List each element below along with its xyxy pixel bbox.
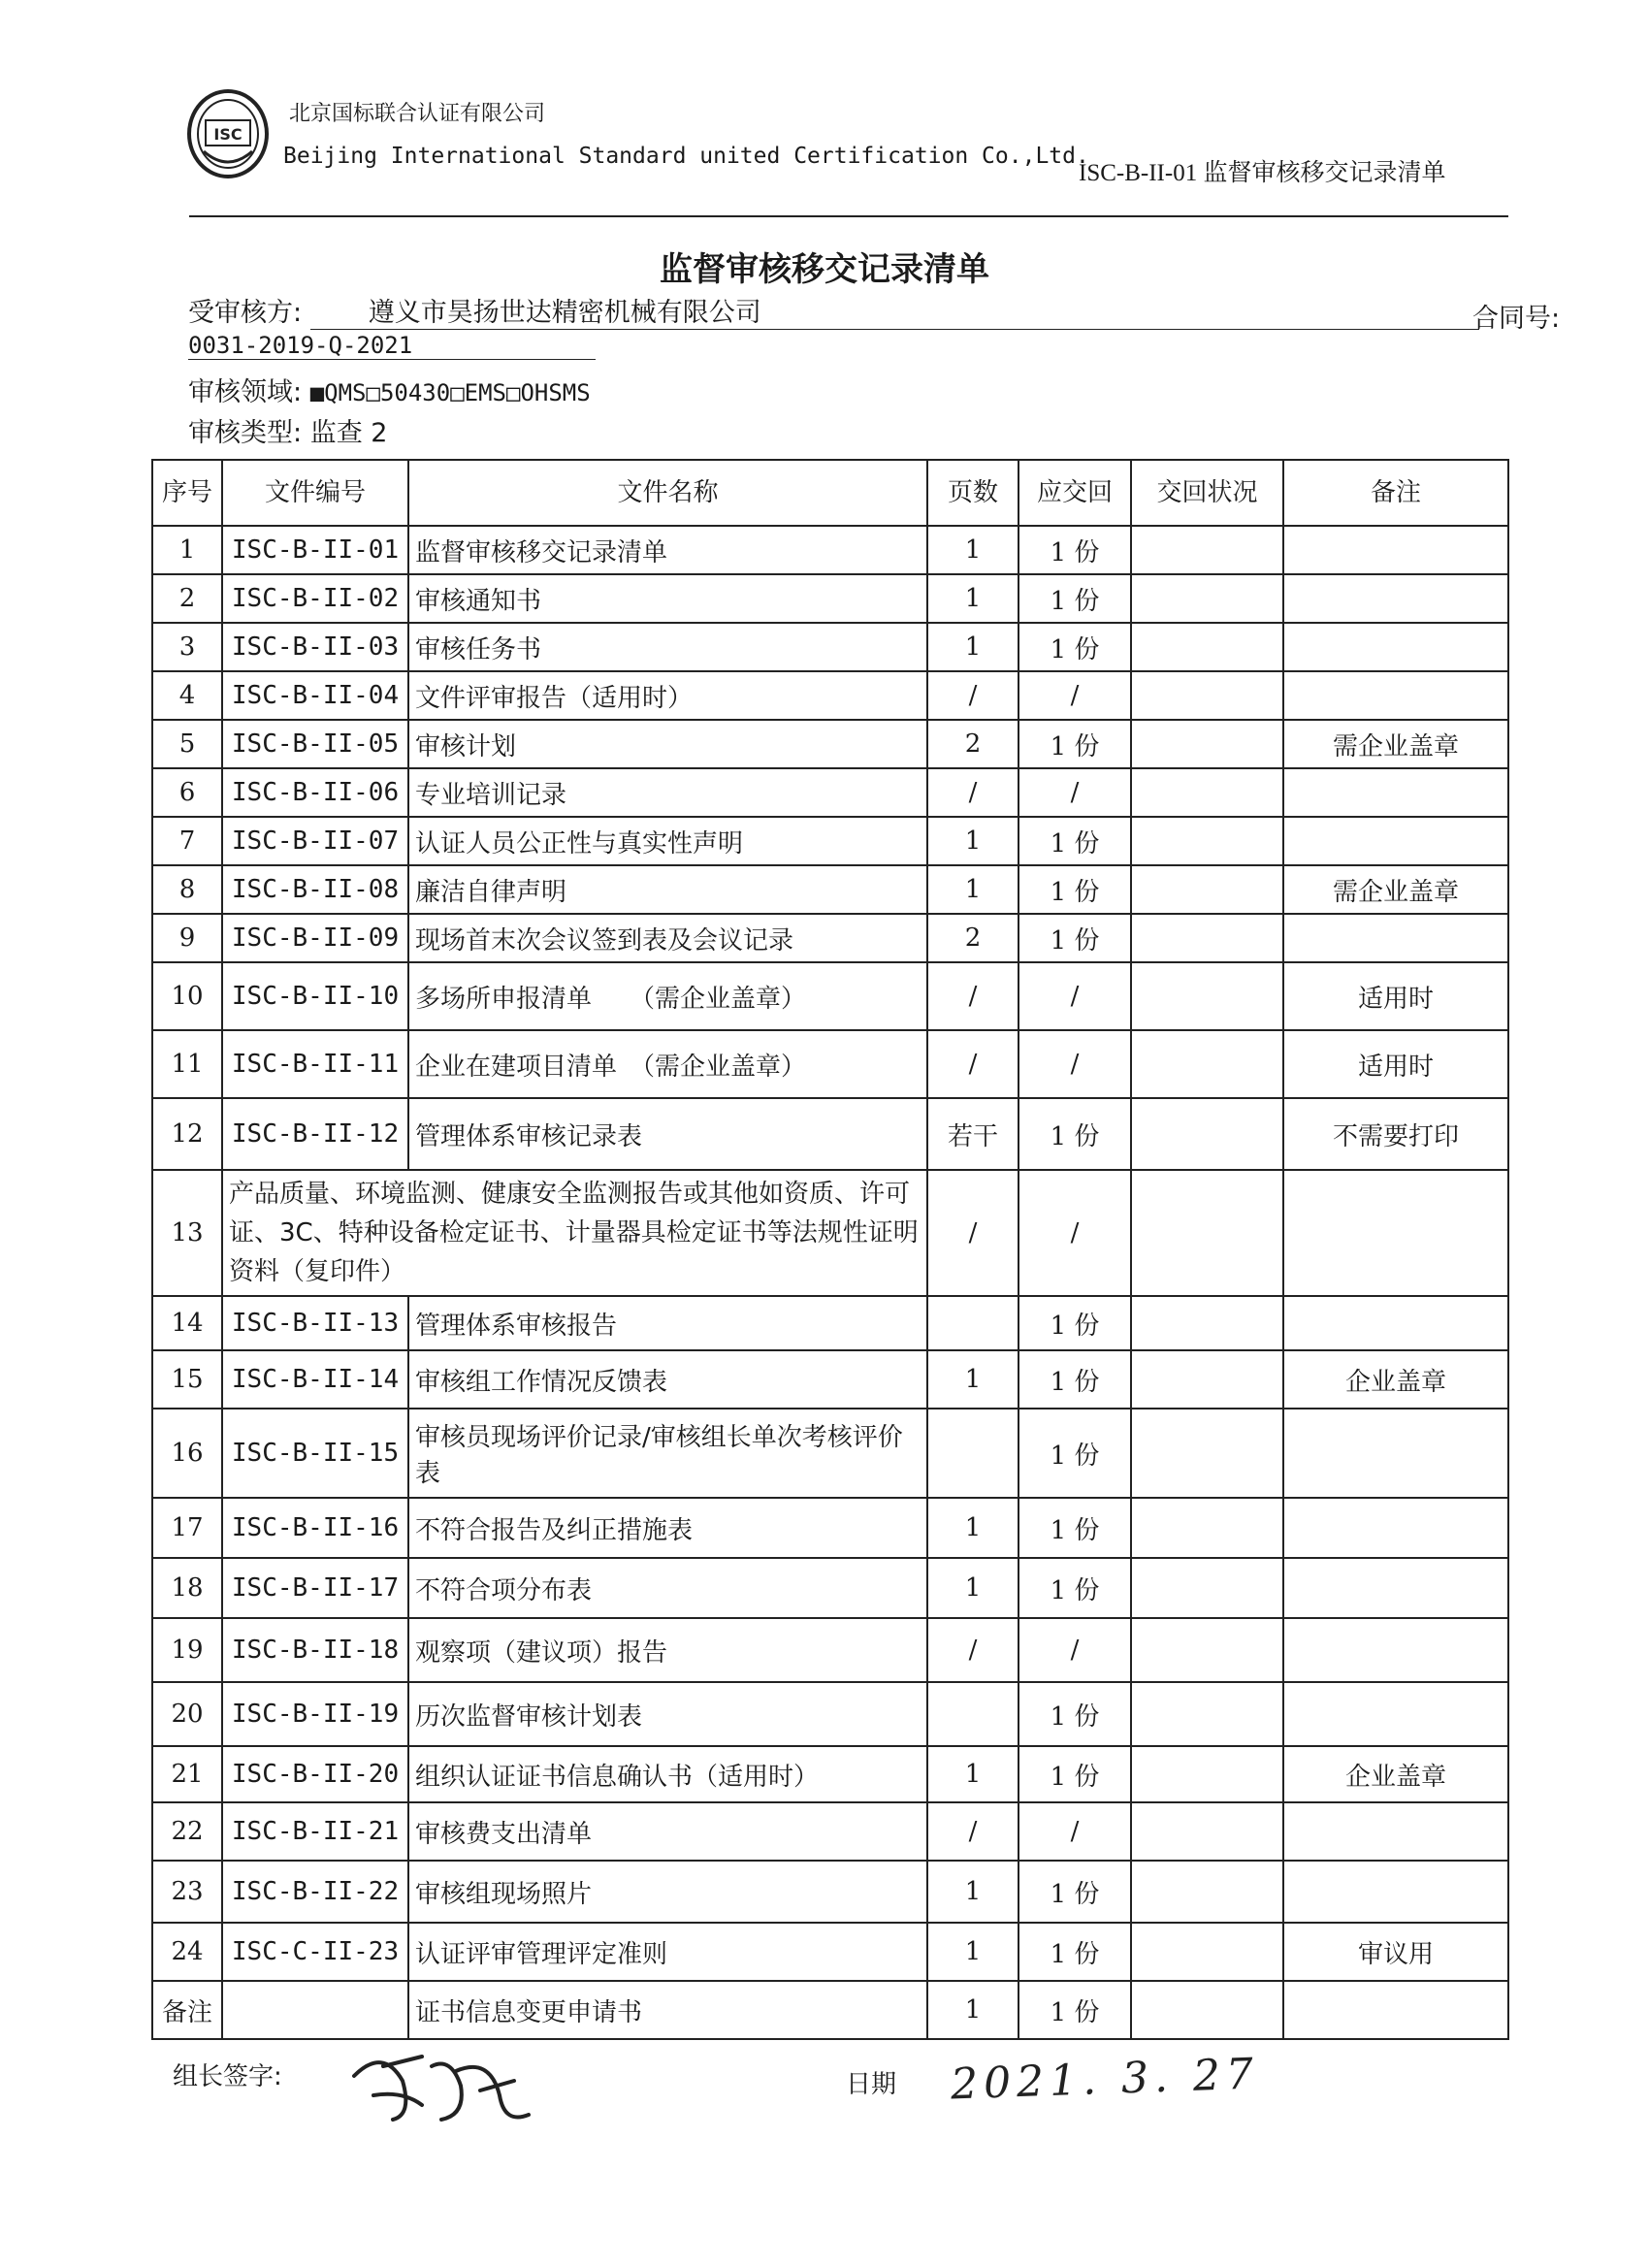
cell-name: 企业在建项目清单 （需企业盖章） <box>408 1030 927 1098</box>
header-seq: 序号 <box>152 460 222 526</box>
cell-pages: 1 <box>927 623 1018 671</box>
cell-remark <box>1283 914 1508 962</box>
cell-remark: 需企业盖章 <box>1283 720 1508 768</box>
cell-pages: 2 <box>927 914 1018 962</box>
table-row <box>152 914 1508 962</box>
cell-status <box>1131 1350 1283 1409</box>
cell-status <box>1131 720 1283 768</box>
cell-remark: 企业盖章 <box>1283 1350 1508 1409</box>
cell-copies: 1 份 <box>1018 914 1131 962</box>
cell-status <box>1131 623 1283 671</box>
cell-pages: / <box>927 768 1018 817</box>
cell-pages: 1 <box>927 1981 1018 2039</box>
cell-status <box>1131 1498 1283 1558</box>
cell-seq: 8 <box>152 865 222 914</box>
table-header-row <box>152 460 1508 526</box>
cell-remark <box>1283 1170 1508 1296</box>
table-row <box>152 1981 1508 2039</box>
cell-code: ISC-B-II-06 <box>222 768 408 817</box>
cell-status <box>1131 1981 1283 2039</box>
cell-copies: 1 份 <box>1018 1682 1131 1746</box>
cell-remark <box>1283 574 1508 623</box>
cell-name: 审核任务书 <box>408 623 927 671</box>
cell-remark: 企业盖章 <box>1283 1746 1508 1802</box>
cell-code: ISC-B-II-12 <box>222 1098 408 1170</box>
cell-pages: 1 <box>927 1923 1018 1981</box>
table-row <box>152 1682 1508 1746</box>
cell-pages: 2 <box>927 720 1018 768</box>
audit-domain-value: ■QMS□50430□EMS□OHSMS <box>309 379 591 406</box>
cell-status <box>1131 1030 1283 1098</box>
date-label: 日期 <box>846 2070 897 2099</box>
audit-domain-label: 审核领域: <box>188 377 303 407</box>
svg-text:ISC: ISC <box>213 125 242 144</box>
cell-pages: 1 <box>927 1558 1018 1618</box>
cell-copies: / <box>1018 962 1131 1030</box>
cell-seq: 24 <box>152 1923 222 1981</box>
isc-logo <box>184 83 272 180</box>
header-code: 文件编号 <box>222 460 408 526</box>
table-row <box>152 1618 1508 1682</box>
handwritten-signature <box>344 2037 538 2134</box>
cell-status <box>1131 526 1283 574</box>
cell-name: 认证评审管理评定准则 <box>408 1923 927 1981</box>
cell-seq: 23 <box>152 1861 222 1923</box>
cell-copies: / <box>1018 768 1131 817</box>
cell-seq: 6 <box>152 768 222 817</box>
cell-seq: 5 <box>152 720 222 768</box>
header-remark: 备注 <box>1283 460 1508 526</box>
cell-code: ISC-B-II-01 <box>222 526 408 574</box>
cell-name: 不符合项分布表 <box>408 1558 927 1618</box>
cell-remark <box>1283 1802 1508 1861</box>
cell-pages: / <box>927 1030 1018 1098</box>
cell-pages <box>927 1296 1018 1350</box>
cell-status <box>1131 671 1283 720</box>
cell-copies: 1 份 <box>1018 526 1131 574</box>
cell-name: 审核组工作情况反馈表 <box>408 1350 927 1409</box>
cell-pages: / <box>927 1170 1018 1296</box>
cell-remark <box>1283 671 1508 720</box>
cell-code: ISC-B-II-11 <box>222 1030 408 1098</box>
cell-name: 多场所申报清单 （需企业盖章） <box>408 962 927 1030</box>
table-row <box>152 768 1508 817</box>
cell-status <box>1131 1170 1283 1296</box>
cell-copies: 1 份 <box>1018 1350 1131 1409</box>
cell-code: ISC-B-II-13 <box>222 1296 408 1350</box>
cell-copies: / <box>1018 1802 1131 1861</box>
cell-seq: 备注 <box>152 1981 222 2039</box>
cell-seq: 19 <box>152 1618 222 1682</box>
table-row <box>152 962 1508 1030</box>
cell-name: 证书信息变更申请书 <box>408 1981 927 2039</box>
cell-remark <box>1283 1498 1508 1558</box>
table-row <box>152 1098 1508 1170</box>
cell-copies: 1 份 <box>1018 1296 1131 1350</box>
cell-pages: 1 <box>927 865 1018 914</box>
cell-seq: 1 <box>152 526 222 574</box>
cell-remark <box>1283 1409 1508 1498</box>
header-pages: 页数 <box>927 460 1018 526</box>
cell-remark <box>1283 623 1508 671</box>
cell-pages <box>927 1409 1018 1498</box>
cell-name: 审核费支出清单 <box>408 1802 927 1861</box>
cell-seq: 20 <box>152 1682 222 1746</box>
auditee-value: 遵义市昊扬世达精密机械有限公司 <box>310 291 1479 330</box>
cell-seq: 17 <box>152 1498 222 1558</box>
cell-seq: 21 <box>152 1746 222 1802</box>
cell-remark: 不需要打印 <box>1283 1098 1508 1170</box>
cell-name: 管理体系审核报告 <box>408 1296 927 1350</box>
cell-copies: 1 份 <box>1018 817 1131 865</box>
cell-status <box>1131 1682 1283 1746</box>
cell-remark <box>1283 1296 1508 1350</box>
cell-status <box>1131 1746 1283 1802</box>
cell-pages: 1 <box>927 817 1018 865</box>
cell-seq: 11 <box>152 1030 222 1098</box>
cell-seq: 22 <box>152 1802 222 1861</box>
cell-pages: 1 <box>927 526 1018 574</box>
table-row <box>152 1409 1508 1498</box>
cell-copies: 1 份 <box>1018 1558 1131 1618</box>
cell-name: 专业培训记录 <box>408 768 927 817</box>
cell-status <box>1131 574 1283 623</box>
cell-code: ISC-B-II-04 <box>222 671 408 720</box>
cell-remark <box>1283 1682 1508 1746</box>
table-row <box>152 1861 1508 1923</box>
header-divider <box>189 215 1508 217</box>
cell-name: 审核计划 <box>408 720 927 768</box>
table-row <box>152 865 1508 914</box>
cell-pages: 1 <box>927 1746 1018 1802</box>
cell-code: ISC-B-II-08 <box>222 865 408 914</box>
cell-seq: 7 <box>152 817 222 865</box>
auditee-row <box>188 291 1479 330</box>
cell-code: ISC-B-II-03 <box>222 623 408 671</box>
cell-copies: 1 份 <box>1018 1861 1131 1923</box>
table-row <box>152 1498 1508 1558</box>
header-status: 交回状况 <box>1131 460 1283 526</box>
cell-seq: 13 <box>152 1170 222 1296</box>
cell-seq: 3 <box>152 623 222 671</box>
cell-pages: / <box>927 671 1018 720</box>
cell-pages: 若干 <box>927 1098 1018 1170</box>
cell-status <box>1131 865 1283 914</box>
cell-seq: 12 <box>152 1098 222 1170</box>
cell-code: ISC-B-II-20 <box>222 1746 408 1802</box>
cell-copies: 1 份 <box>1018 720 1131 768</box>
table-row <box>152 1296 1508 1350</box>
contract-row <box>188 330 596 360</box>
cell-seq: 14 <box>152 1296 222 1350</box>
handover-table <box>151 459 1509 2040</box>
cell-name: 观察项（建议项）报告 <box>408 1618 927 1682</box>
table-row <box>152 1923 1508 1981</box>
cell-seq: 4 <box>152 671 222 720</box>
cell-pages: 1 <box>927 574 1018 623</box>
cell-pages: / <box>927 1618 1018 1682</box>
cell-remark <box>1283 1861 1508 1923</box>
cell-copies: / <box>1018 1618 1131 1682</box>
cell-status <box>1131 1409 1283 1498</box>
cell-code: ISC-B-II-16 <box>222 1498 408 1558</box>
audit-domain-row <box>188 371 591 408</box>
cell-copies: / <box>1018 1030 1131 1098</box>
cell-status <box>1131 1098 1283 1170</box>
cell-status <box>1131 1802 1283 1861</box>
cell-name: 产品质量、环境监测、健康安全监测报告或其他如资质、许可证、3C、特种设备检定证书、计量器具检定证书等法规性证明资料（复印件） <box>222 1170 927 1296</box>
cell-name: 监督审核移交记录清单 <box>408 526 927 574</box>
table-row <box>152 526 1508 574</box>
cell-seq: 16 <box>152 1409 222 1498</box>
table-row <box>152 1802 1508 1861</box>
table-row <box>152 720 1508 768</box>
cell-pages: 1 <box>927 1861 1018 1923</box>
audit-type-value: 监查 2 <box>309 418 388 448</box>
cell-seq: 9 <box>152 914 222 962</box>
header-copies: 应交回 <box>1018 460 1131 526</box>
cell-seq: 15 <box>152 1350 222 1409</box>
leader-sign-label: 组长签字: <box>173 2062 282 2091</box>
cell-status <box>1131 817 1283 865</box>
document-title: 监督审核移交记录清单 <box>660 250 989 289</box>
cell-seq: 10 <box>152 962 222 1030</box>
table-row <box>152 1746 1508 1802</box>
cell-name: 组织认证证书信息确认书（适用时） <box>408 1746 927 1802</box>
company-name-en: Beijing International Standard united Certification Co.,Ltd. <box>283 144 1089 169</box>
cell-copies: 1 份 <box>1018 1098 1131 1170</box>
cell-remark <box>1283 1558 1508 1618</box>
cell-status <box>1131 1618 1283 1682</box>
cell-code <box>222 1981 408 2039</box>
cell-code: ISC-C-II-23 <box>222 1923 408 1981</box>
cell-name: 审核通知书 <box>408 574 927 623</box>
cell-name: 管理体系审核记录表 <box>408 1098 927 1170</box>
cell-copies: 1 份 <box>1018 1498 1131 1558</box>
auditee-label: 受审核方: <box>188 298 303 328</box>
cell-remark: 适用时 <box>1283 1030 1508 1098</box>
cell-pages: / <box>927 962 1018 1030</box>
cell-code: ISC-B-II-19 <box>222 1682 408 1746</box>
cell-copies: 1 份 <box>1018 1923 1131 1981</box>
table-row <box>152 1170 1508 1296</box>
cell-code: ISC-B-II-22 <box>222 1861 408 1923</box>
cell-pages: 1 <box>927 1498 1018 1558</box>
cell-remark <box>1283 768 1508 817</box>
cell-pages <box>927 1682 1018 1746</box>
table-row <box>152 623 1508 671</box>
cell-status <box>1131 1296 1283 1350</box>
company-name-cn: 北京国标联合认证有限公司 <box>289 102 546 126</box>
cell-status <box>1131 962 1283 1030</box>
cell-code: ISC-B-II-07 <box>222 817 408 865</box>
cell-copies: / <box>1018 1170 1131 1296</box>
table-row <box>152 671 1508 720</box>
table-row <box>152 574 1508 623</box>
cell-status <box>1131 1861 1283 1923</box>
cell-status <box>1131 1558 1283 1618</box>
cell-code: ISC-B-II-15 <box>222 1409 408 1498</box>
cell-pages: 1 <box>927 1350 1018 1409</box>
audit-type-label: 审核类型: <box>188 418 303 448</box>
contract-value: 0031-2019-Q-2021 <box>188 332 596 360</box>
cell-name: 不符合报告及纠正措施表 <box>408 1498 927 1558</box>
cell-code: ISC-B-II-18 <box>222 1618 408 1682</box>
table-row <box>152 1350 1508 1409</box>
cell-status <box>1131 768 1283 817</box>
cell-copies: / <box>1018 671 1131 720</box>
cell-name: 审核组现场照片 <box>408 1861 927 1923</box>
cell-code: ISC-B-II-02 <box>222 574 408 623</box>
cell-pages: / <box>927 1802 1018 1861</box>
cell-code: ISC-B-II-09 <box>222 914 408 962</box>
cell-code: ISC-B-II-14 <box>222 1350 408 1409</box>
cell-seq: 18 <box>152 1558 222 1618</box>
cell-name: 现场首末次会议签到表及会议记录 <box>408 914 927 962</box>
contract-label: 合同号: <box>1472 304 1561 334</box>
cell-remark <box>1283 1618 1508 1682</box>
table-row <box>152 1558 1508 1618</box>
cell-name: 文件评审报告（适用时） <box>408 671 927 720</box>
date-value: 2021. 3. 27 <box>950 2049 1260 2110</box>
cell-name: 历次监督审核计划表 <box>408 1682 927 1746</box>
cell-remark <box>1283 817 1508 865</box>
header-name: 文件名称 <box>408 460 927 526</box>
cell-remark <box>1283 1981 1508 2039</box>
cell-copies: 1 份 <box>1018 1409 1131 1498</box>
table-row <box>152 1030 1508 1098</box>
table-row <box>152 817 1508 865</box>
cell-copies: 1 份 <box>1018 1746 1131 1802</box>
cell-code: ISC-B-II-10 <box>222 962 408 1030</box>
cell-remark: 审议用 <box>1283 1923 1508 1981</box>
form-code: ISC-B-II-01 监督审核移交记录清单 <box>1079 160 1446 186</box>
audit-type-row <box>188 411 387 449</box>
cell-copies: 1 份 <box>1018 623 1131 671</box>
cell-name: 廉洁自律声明 <box>408 865 927 914</box>
cell-code: ISC-B-II-21 <box>222 1802 408 1861</box>
cell-name: 认证人员公正性与真实性声明 <box>408 817 927 865</box>
cell-remark <box>1283 526 1508 574</box>
cell-status <box>1131 1923 1283 1981</box>
cell-code: ISC-B-II-17 <box>222 1558 408 1618</box>
cell-remark: 需企业盖章 <box>1283 865 1508 914</box>
cell-copies: 1 份 <box>1018 865 1131 914</box>
cell-code: ISC-B-II-05 <box>222 720 408 768</box>
cell-remark: 适用时 <box>1283 962 1508 1030</box>
cell-copies: 1 份 <box>1018 574 1131 623</box>
cell-status <box>1131 914 1283 962</box>
cell-copies: 1 份 <box>1018 1981 1131 2039</box>
cell-name: 审核员现场评价记录/审核组长单次考核评价表 <box>408 1409 927 1498</box>
cell-seq: 2 <box>152 574 222 623</box>
